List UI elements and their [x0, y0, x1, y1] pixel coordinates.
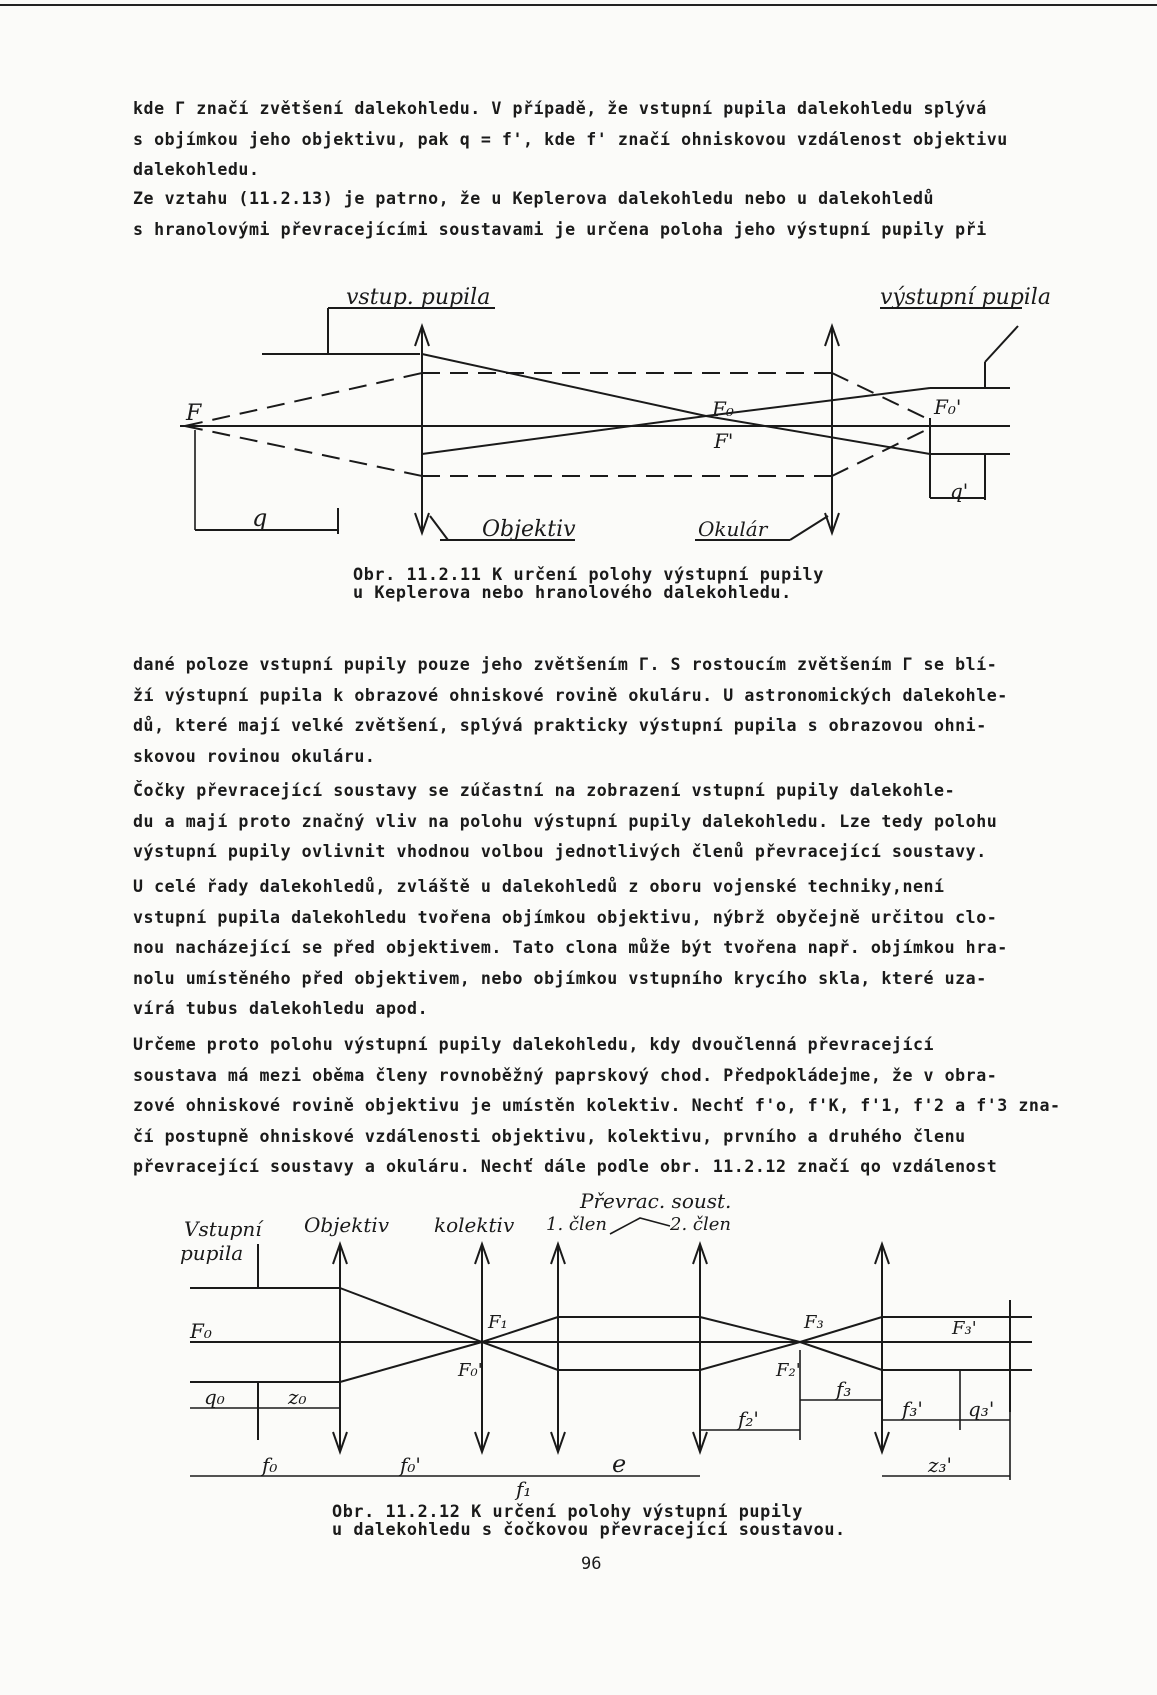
paragraph-5: U celé řady dalekohledů, zvláště u dalekohledů z oboru vojenské techniky,není vstupní pupila dalekohledu tvořena objímkou objektivu, nýbrž obyčejně určitou clo- nou nacházející se před objektivem. Tato clona může být tvořena např. objímkou hra- nolu umístěného před objektivem, nebo objímkou vstupního krycího skla, které uza- vírá tubus dalekohledu apod.: [133, 877, 1008, 1018]
label-F0-prime: F₀': [934, 395, 962, 419]
figure-11-2-12: [0, 1180, 1157, 1510]
label-relay-system: Převrac. soust.: [580, 1189, 732, 1213]
label-eyepiece: Okulár: [698, 517, 768, 541]
label-z3-prime: z₃': [928, 1453, 953, 1477]
top-rule: [0, 4, 1157, 6]
label-f3-prime: f₃': [902, 1397, 923, 1421]
label-e: e: [612, 1450, 627, 1478]
paragraph-2: Ze vztahu (11.2.13) je patrno, že u Keplerova dalekohledu nebo u dalekohledů s hranolovými převracejícími soustavami je určena poloha jeho výstupní pupily při: [133, 189, 987, 239]
label-F2-prime: F₂': [776, 1360, 801, 1381]
label-F0: F₀: [712, 397, 734, 421]
label-entrance-pupil: vstup. pupila: [346, 285, 491, 310]
label-F3-prime: F₃': [952, 1318, 977, 1339]
paragraph-1: kde Γ značí zvětšení dalekohledu. V případě, že vstupní pupila dalekohledu splývá s objímkou jeho objektivu, pak q = f', kde f' značí ohniskovou vzdálenost objektivu dalekohledu.: [133, 99, 1008, 179]
label-member-2: 2. člen: [670, 1214, 731, 1235]
label-f3: f₃: [836, 1377, 852, 1401]
label-collective: kolektiv: [434, 1213, 515, 1237]
label-F3: F₃: [804, 1312, 824, 1333]
label-entrance-pupil-1: Vstupní: [184, 1217, 262, 1241]
paragraph-4: Čočky převracející soustavy se zúčastní na zobrazení vstupní pupily dalekohle- du a mají proto značný vliv na polohu výstupní pupily dalekohledu. Lze tedy polohu výstupní pupily ovlivnit vhodnou volbou jednotlivých členů převracející soustavy.: [133, 781, 998, 861]
label-exit-pupil: výstupní pupila: [880, 285, 1051, 310]
label-objective: Objektiv: [482, 517, 576, 542]
label-q0: q₀: [204, 1385, 225, 1409]
label-objective: Objektiv: [304, 1213, 390, 1237]
label-F1: F₁: [488, 1312, 508, 1333]
label-q3-prime: q₃': [968, 1397, 995, 1421]
label-F0: F₀: [190, 1319, 212, 1343]
label-F-prime: F': [714, 429, 734, 453]
label-entrance-pupil-2: pupila: [180, 1241, 244, 1265]
paragraph-6: Určeme proto polohu výstupní pupily dalekohledu, kdy dvoučlenná převracející soustava má mezi oběma členy rovnoběžný paprskový chod. Předpokládejme, že v obra- zové ohniskové rovině objektivu je umístěn kolektiv. Nechť f'o, f'K, f'1, f'2 a f'3 zna- čí postupně ohniskové vzdálenosti objektivu, kolektivu, prvního a druhého členu převracející soustavy a okuláru. Nechť dále podle obr. 11.2.12 značí qo vzdálenost: [133, 1035, 1061, 1176]
label-q-prime: q': [950, 479, 969, 503]
label-f0-prime: f₀': [400, 1453, 421, 1477]
label-member-1: 1. člen: [546, 1214, 607, 1235]
label-q: q: [252, 504, 268, 532]
label-z0: z₀: [288, 1385, 307, 1409]
label-F: F: [186, 401, 202, 426]
figure-11-2-11: [0, 268, 1157, 548]
page-number: 96: [581, 1554, 602, 1574]
label-F0-prime: F₀': [458, 1360, 483, 1381]
label-f2-prime: f₂': [738, 1407, 759, 1431]
label-f0: f₀: [262, 1453, 278, 1477]
label-f1: f₁: [516, 1477, 532, 1501]
figure-11-2-11-caption: Obr. 11.2.11 K určení polohy výstupní pupily u Keplerova nebo hranolového dalekohledu.: [353, 564, 824, 602]
paragraph-3: dané poloze vstupní pupily pouze jeho zvětšením Γ. S rostoucím zvětšením Γ se blí- ží výstupní pupila k obrazové ohniskové rovině okuláru. U astronomických dalekohle- dů, které mají velké zvětšení, splývá prakticky výstupní pupila s obrazovou ohni- skovou rovinou okuláru.: [133, 655, 1008, 766]
figure-11-2-12-caption: Obr. 11.2.12 K určení polohy výstupní pupily u dalekohledu s čočkovou převracející soustavou.: [332, 1501, 846, 1539]
